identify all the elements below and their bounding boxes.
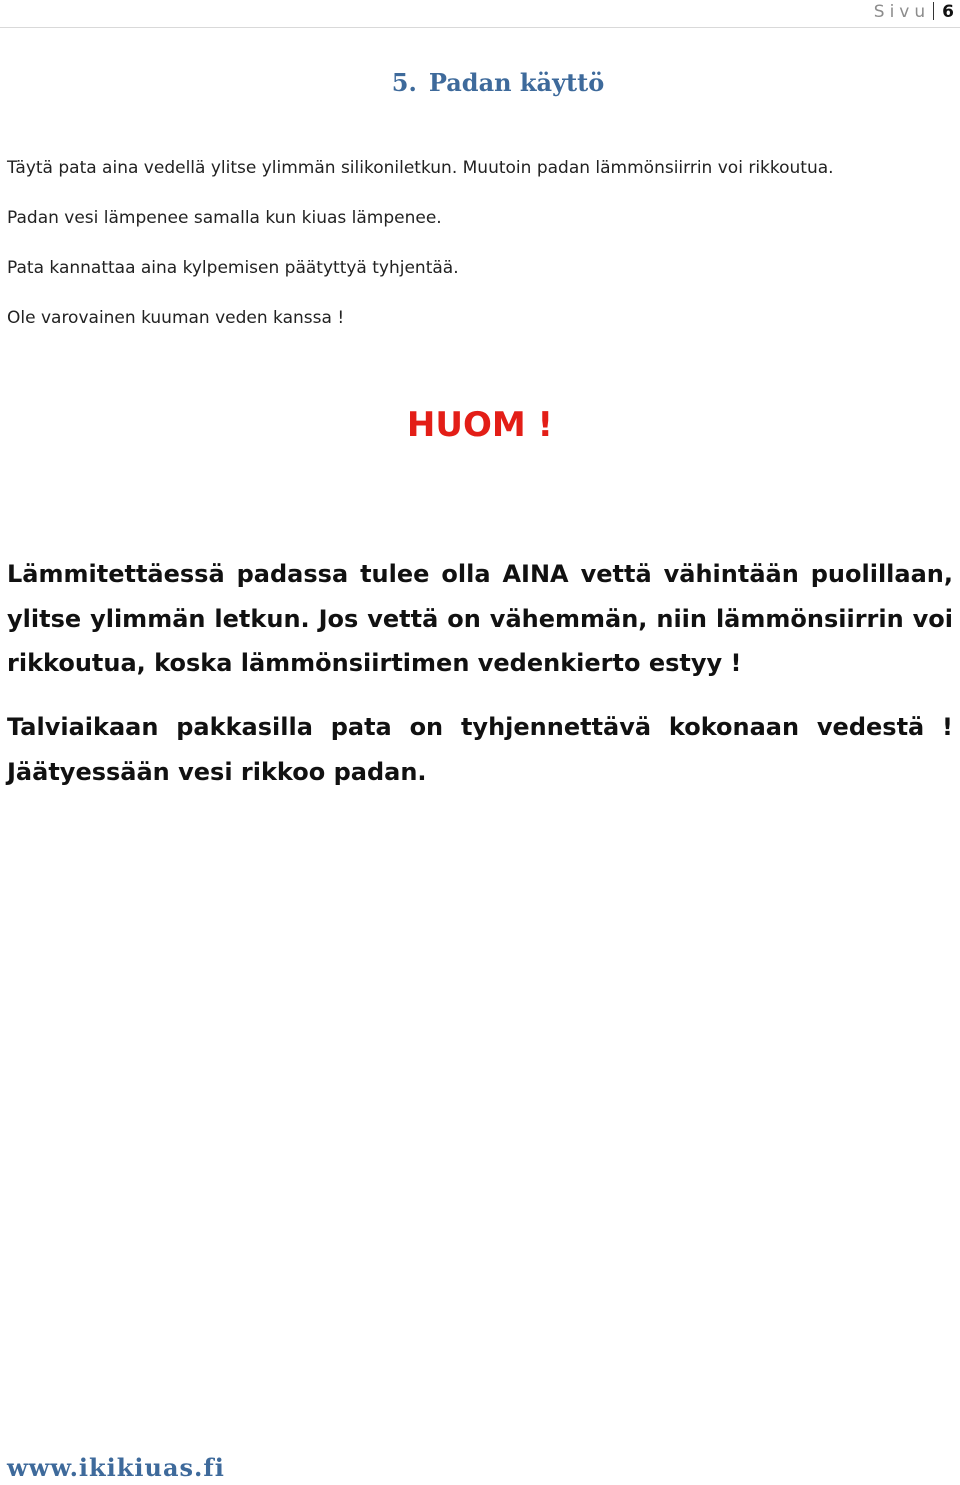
footer-website-link[interactable]: www.ikikiuas.fi	[7, 1453, 225, 1482]
page-label: Sivu	[873, 2, 931, 22]
warning-title: HUOM !	[406, 405, 554, 445]
section-title: Padan käyttö	[428, 68, 605, 97]
section-heading	[0, 68, 960, 97]
section-number: 5.	[391, 68, 417, 97]
page-number-indicator	[874, 2, 954, 22]
warning-paragraph-winter: Talviaikaan pakkasilla pata on tyhjennettävä kokonaan vedestä ! Jäätyessään vesi rikkoo padan.	[7, 713, 953, 786]
intro-line: Täytä pata aina vedellä ylitse ylimmän silikoniletkun. Muutoin padan lämmönsiirrin voi rikkoutua.	[7, 158, 834, 178]
page-number: 6	[942, 2, 954, 22]
warning-paragraph-heating: Lämmitettäessä padassa tulee olla AINA vettä vähintään puolillaan, ylitse ylimmän letkun. Jos vettä on vähemmän, niin lämmönsiirrin voi rikkoutua, koska lämmönsiirtimen vedenkierto estyy !	[7, 560, 953, 677]
intro-line: Pata kannattaa aina kylpemisen päätyttyä tyhjentää.	[7, 258, 459, 278]
page-separator	[933, 2, 934, 20]
page-header	[0, 0, 960, 28]
intro-text	[7, 155, 834, 355]
intro-line: Ole varovainen kuuman veden kanssa !	[7, 308, 345, 328]
intro-line: Padan vesi lämpenee samalla kun kiuas lämpenee.	[7, 208, 442, 228]
